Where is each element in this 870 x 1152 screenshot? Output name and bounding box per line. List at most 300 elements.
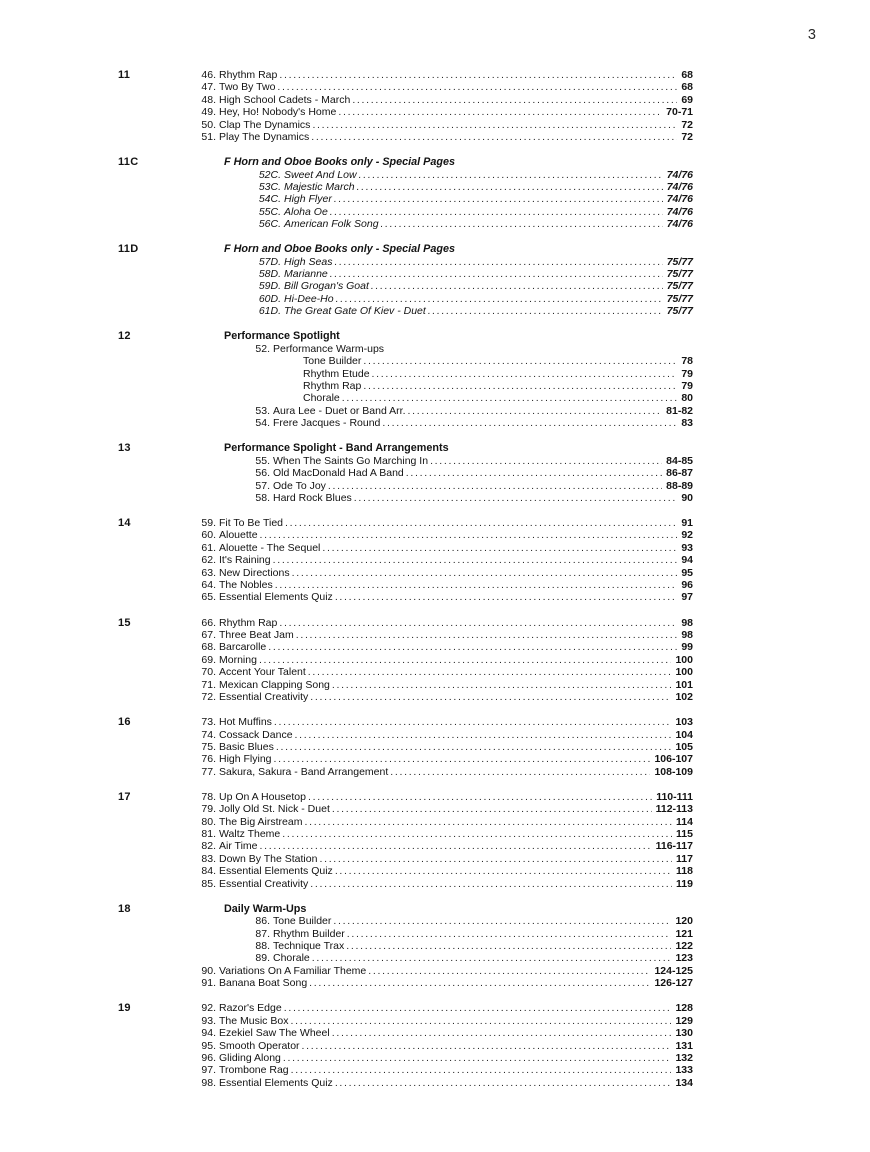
toc-entry bbox=[196, 293, 693, 305]
leader-dots bbox=[332, 679, 672, 691]
entry-page: 105 bbox=[675, 740, 693, 753]
leader-dots bbox=[302, 1040, 672, 1052]
toc-entry bbox=[196, 666, 693, 678]
leader-dots bbox=[311, 131, 677, 143]
entry-page: 117 bbox=[676, 852, 693, 865]
entry-page: 79 bbox=[681, 379, 693, 392]
leader-dots bbox=[346, 940, 671, 952]
entry-number: 61. bbox=[201, 541, 216, 554]
entry-title: Trombone Rag bbox=[219, 1064, 289, 1077]
entry-title: Sakura, Sakura - Band Arrangement bbox=[219, 765, 389, 778]
leader-dots bbox=[335, 591, 678, 603]
entry-number: 82. bbox=[201, 840, 216, 853]
entry-number: 73. bbox=[201, 716, 216, 729]
leader-dots bbox=[279, 617, 677, 629]
toc-entry bbox=[196, 1052, 693, 1064]
toc-entry bbox=[196, 131, 693, 143]
entry-page: 134 bbox=[675, 1076, 693, 1089]
leader-dots bbox=[296, 629, 678, 641]
toc-entry bbox=[196, 716, 693, 728]
entry-title: Waltz Theme bbox=[219, 828, 281, 841]
leader-dots bbox=[430, 455, 662, 467]
entry-page: 100 bbox=[675, 653, 693, 666]
entry-title: High Seas bbox=[284, 255, 333, 268]
leader-dots bbox=[319, 853, 672, 865]
entry-page: 81-82 bbox=[666, 404, 693, 417]
entry-number: 83. bbox=[201, 852, 216, 865]
entry-title: Ezekiel Saw The Wheel bbox=[219, 1027, 330, 1040]
entry-page: 108-109 bbox=[654, 765, 693, 778]
entry-number: 47. bbox=[201, 81, 216, 94]
toc-entry bbox=[196, 579, 693, 591]
entry-number: 61D. bbox=[258, 305, 281, 318]
entry-title: Play The Dynamics bbox=[219, 130, 310, 143]
leader-dots bbox=[371, 280, 663, 292]
unit-number: 12 bbox=[118, 330, 131, 343]
toc-entry bbox=[196, 280, 693, 292]
entry-title: The Nobles bbox=[219, 579, 273, 592]
entry-page: 103 bbox=[675, 716, 693, 729]
entry-number: 95. bbox=[201, 1039, 216, 1052]
entry-number: 58. bbox=[255, 491, 270, 504]
entry-number: 52C. bbox=[258, 168, 281, 181]
entry-number: 92. bbox=[201, 1002, 216, 1015]
entry-title: Jolly Old St. Nick - Duet bbox=[219, 803, 330, 816]
toc-entry bbox=[196, 1027, 693, 1039]
toc-entry bbox=[196, 1064, 693, 1076]
entry-title: Rhythm Builder bbox=[273, 927, 345, 940]
entry-title: Cossack Dance bbox=[219, 728, 293, 741]
leader-dots bbox=[283, 1052, 672, 1064]
toc-entry bbox=[196, 679, 693, 691]
entry-number: 77. bbox=[201, 765, 216, 778]
leader-dots bbox=[335, 1077, 672, 1089]
entry-number: 54C. bbox=[258, 193, 281, 206]
leader-dots bbox=[312, 119, 677, 131]
entry-number: 56C. bbox=[258, 218, 281, 231]
section-header: Daily Warm-Ups bbox=[224, 902, 307, 915]
entry-number: 86. bbox=[255, 915, 270, 928]
section-rows bbox=[196, 330, 693, 429]
leader-dots bbox=[312, 952, 672, 964]
entry-page: 75/77 bbox=[666, 292, 693, 305]
toc-entry bbox=[196, 392, 693, 404]
entry-title: Essential Elements Quiz bbox=[219, 1076, 333, 1089]
entry-page: 86-87 bbox=[666, 467, 693, 480]
entry-title: Basic Blues bbox=[219, 740, 274, 753]
unit-number: 11D bbox=[118, 243, 139, 256]
entry-page: 94 bbox=[681, 554, 693, 567]
entry-page: 72 bbox=[681, 130, 693, 143]
entry-page: 78 bbox=[681, 355, 693, 368]
entry-page: 124-125 bbox=[654, 964, 693, 977]
leader-dots bbox=[334, 193, 663, 205]
entry-number: 89. bbox=[255, 952, 270, 965]
entry-number: 72. bbox=[201, 690, 216, 703]
entry-number: 52. bbox=[255, 342, 270, 355]
entry-number: 69. bbox=[201, 653, 216, 666]
entry-title: Clap The Dynamics bbox=[219, 118, 311, 131]
toc-entry bbox=[196, 729, 693, 741]
leader-dots bbox=[285, 517, 677, 529]
entry-number: 49. bbox=[201, 106, 216, 119]
section-rows bbox=[196, 791, 693, 890]
unit-number: 17 bbox=[118, 790, 131, 803]
entry-page: 75/77 bbox=[666, 268, 693, 281]
entry-number: 96. bbox=[201, 1051, 216, 1064]
entry-page: 74/76 bbox=[666, 168, 693, 181]
toc-entry bbox=[196, 467, 693, 479]
unit-number: 11C bbox=[118, 156, 139, 169]
entry-title: Variations On A Familiar Theme bbox=[219, 964, 367, 977]
toc-entry bbox=[196, 529, 693, 541]
leader-dots bbox=[308, 791, 652, 803]
leader-dots bbox=[290, 1015, 671, 1027]
toc-section bbox=[118, 617, 693, 704]
toc-entry bbox=[196, 106, 693, 118]
unit-number: 15 bbox=[118, 616, 131, 629]
leader-dots bbox=[368, 965, 650, 977]
leader-dots bbox=[347, 928, 672, 940]
entry-title: High School Cadets - March bbox=[219, 93, 351, 106]
entry-title: It's Raining bbox=[219, 554, 271, 567]
leader-dots bbox=[310, 878, 672, 890]
toc-entry bbox=[196, 542, 693, 554]
unit-number: 19 bbox=[118, 1002, 131, 1015]
entry-title: Hi-Dee-Ho bbox=[284, 292, 334, 305]
entry-title: Marianne bbox=[284, 268, 328, 281]
entry-title: Mexican Clapping Song bbox=[219, 678, 330, 691]
entry-page: 118 bbox=[676, 865, 693, 878]
entry-number: 54. bbox=[255, 417, 270, 430]
entry-page: 68 bbox=[681, 69, 693, 81]
toc-entry bbox=[196, 193, 693, 205]
entry-page: 98 bbox=[681, 616, 693, 629]
entry-title: Essential Creativity bbox=[219, 877, 309, 890]
toc-entry bbox=[196, 455, 693, 467]
entry-page: 119 bbox=[676, 877, 693, 890]
toc-section bbox=[118, 156, 693, 230]
entry-number: 63. bbox=[201, 566, 216, 579]
entry-title: Sweet And Low bbox=[284, 168, 357, 181]
entry-page: 69 bbox=[681, 93, 693, 106]
toc-entry bbox=[196, 791, 693, 803]
entry-number: 81. bbox=[201, 828, 216, 841]
toc-entry bbox=[196, 417, 693, 429]
leader-dots bbox=[372, 368, 678, 380]
entry-title: Morning bbox=[219, 653, 257, 666]
entry-number: 74. bbox=[201, 728, 216, 741]
toc-section bbox=[118, 517, 693, 604]
entry-page: 102 bbox=[675, 690, 693, 703]
entry-number: 88. bbox=[255, 940, 270, 952]
entry-title: Aloha Oe bbox=[284, 205, 328, 218]
entry-number: 70. bbox=[201, 666, 216, 679]
toc-entry bbox=[196, 517, 693, 529]
leader-dots bbox=[428, 305, 663, 317]
entry-page: 100 bbox=[675, 666, 693, 679]
unit-number: 16 bbox=[118, 716, 131, 729]
section-rows bbox=[196, 69, 693, 143]
leader-dots bbox=[308, 666, 672, 678]
leader-dots bbox=[282, 828, 672, 840]
toc-entry bbox=[196, 915, 693, 927]
entry-number: 78. bbox=[201, 790, 216, 803]
entry-page: 106-107 bbox=[654, 753, 693, 766]
section-rows bbox=[196, 243, 693, 317]
entry-number: 55. bbox=[255, 454, 270, 467]
entry-title: Up On A Housetop bbox=[219, 790, 306, 803]
entry-number: 53C. bbox=[258, 180, 281, 193]
unit-number: 18 bbox=[118, 902, 131, 915]
toc-entry bbox=[196, 554, 693, 566]
toc-entry bbox=[196, 567, 693, 579]
toc-entry bbox=[196, 94, 693, 106]
entry-number: 59D. bbox=[258, 280, 281, 293]
entry-number: 97. bbox=[201, 1064, 216, 1077]
toc-entry bbox=[196, 405, 693, 417]
toc-entry bbox=[196, 654, 693, 666]
entry-title: Razor's Edge bbox=[219, 1002, 282, 1015]
toc-entry bbox=[196, 355, 693, 367]
leader-dots bbox=[363, 380, 677, 392]
entry-page: 114 bbox=[676, 815, 693, 828]
entry-title: Aura Lee - Duet or Band Arr. bbox=[273, 404, 406, 417]
toc-entry bbox=[196, 641, 693, 653]
table-of-contents bbox=[118, 69, 693, 1102]
leader-dots bbox=[322, 542, 677, 554]
toc-entry bbox=[196, 803, 693, 815]
entry-page: 133 bbox=[675, 1064, 693, 1077]
section-rows bbox=[196, 617, 693, 704]
leader-dots bbox=[260, 529, 678, 541]
entry-number: 84. bbox=[201, 865, 216, 878]
leader-dots bbox=[279, 69, 677, 81]
section-header: Performance Spotlight bbox=[224, 330, 340, 343]
toc-entry bbox=[196, 1077, 693, 1089]
entry-number: 56. bbox=[255, 467, 270, 480]
leader-dots bbox=[330, 268, 663, 280]
entry-number: 46. bbox=[201, 69, 216, 81]
entry-number: 58D. bbox=[258, 268, 281, 281]
entry-page: 126-127 bbox=[654, 977, 693, 990]
entry-page: 88-89 bbox=[666, 479, 693, 492]
toc-entry bbox=[196, 952, 693, 964]
leader-dots bbox=[295, 729, 672, 741]
toc-entry bbox=[196, 492, 693, 504]
toc-entry bbox=[196, 206, 693, 218]
entry-number: 65. bbox=[201, 591, 216, 604]
entry-title: Tone Builder bbox=[303, 355, 362, 368]
entry-title: When The Saints Go Marching In bbox=[273, 454, 429, 467]
leader-dots bbox=[332, 1027, 672, 1039]
entry-title: The Music Box bbox=[219, 1014, 289, 1027]
entry-page: 79 bbox=[681, 367, 693, 380]
entry-title: Accent Your Talent bbox=[219, 666, 306, 679]
entry-number: 91. bbox=[201, 977, 216, 990]
entry-number: 66. bbox=[201, 616, 216, 629]
section-rows bbox=[196, 517, 693, 604]
entry-title: Smooth Operator bbox=[219, 1039, 300, 1052]
toc-entry bbox=[196, 965, 693, 977]
entry-title: Hard Rock Blues bbox=[273, 491, 352, 504]
toc-entry bbox=[196, 1002, 693, 1014]
toc-entry bbox=[196, 591, 693, 603]
entry-title: Tone Builder bbox=[273, 915, 332, 928]
entry-page: 75/77 bbox=[666, 305, 693, 318]
leader-dots bbox=[338, 106, 662, 118]
unit-number: 11 bbox=[118, 69, 131, 81]
leader-dots bbox=[274, 753, 651, 765]
toc-entry bbox=[196, 977, 693, 989]
toc-entry bbox=[196, 865, 693, 877]
leader-dots bbox=[352, 94, 677, 106]
entry-page: 74/76 bbox=[666, 205, 693, 218]
entry-page: 110-111 bbox=[656, 790, 693, 803]
entry-page: 132 bbox=[675, 1051, 693, 1064]
entry-title: The Great Gate Of Kiev - Duet bbox=[284, 305, 426, 318]
entry-number: 93. bbox=[201, 1014, 216, 1027]
entry-page: 93 bbox=[681, 541, 693, 554]
toc-section bbox=[118, 716, 693, 778]
entry-page: 96 bbox=[681, 579, 693, 592]
leader-dots bbox=[382, 417, 677, 429]
toc-section bbox=[118, 243, 693, 317]
toc-entry bbox=[196, 928, 693, 940]
entry-title: Gliding Along bbox=[219, 1051, 281, 1064]
entry-number: 64. bbox=[201, 579, 216, 592]
entry-page: 115 bbox=[676, 828, 693, 841]
toc-entry bbox=[196, 828, 693, 840]
leader-dots bbox=[275, 579, 678, 591]
entry-number: 94. bbox=[201, 1027, 216, 1040]
entry-page: 120 bbox=[675, 915, 693, 928]
entry-page: 95 bbox=[681, 566, 693, 579]
entry-title: Essential Elements Quiz bbox=[219, 591, 333, 604]
leader-dots bbox=[304, 816, 672, 828]
toc-section bbox=[118, 903, 693, 990]
entry-title: High Flyer bbox=[284, 193, 332, 206]
entry-number: 87. bbox=[255, 927, 270, 940]
entry-page: 84-85 bbox=[666, 454, 693, 467]
toc-entry bbox=[196, 940, 693, 952]
leader-dots bbox=[259, 654, 672, 666]
entry-number: 57. bbox=[255, 479, 270, 492]
toc-entry bbox=[196, 840, 693, 852]
leader-dots bbox=[273, 554, 678, 566]
unit-number: 13 bbox=[118, 442, 131, 455]
entry-number: 75. bbox=[201, 740, 216, 753]
entry-title: Essential Creativity bbox=[219, 690, 309, 703]
toc-entry bbox=[196, 119, 693, 131]
entry-title: High Flying bbox=[219, 753, 272, 766]
entry-number: 68. bbox=[201, 641, 216, 654]
entry-title: Alouette - The Sequel bbox=[219, 541, 321, 554]
entry-number: 48. bbox=[201, 93, 216, 106]
entry-title: Bill Grogan's Goat bbox=[284, 280, 369, 293]
entry-title: Chorale bbox=[273, 952, 310, 965]
leader-dots bbox=[363, 355, 677, 367]
entry-title: Rhythm Rap bbox=[219, 69, 278, 81]
entry-page: 75/77 bbox=[666, 280, 693, 293]
section-rows bbox=[196, 716, 693, 778]
entry-page: 123 bbox=[675, 952, 693, 965]
entry-page: 83 bbox=[681, 417, 693, 430]
leader-dots bbox=[359, 169, 663, 181]
entry-title: Chorale bbox=[303, 392, 340, 405]
entry-title: Banana Boat Song bbox=[219, 977, 308, 990]
leader-dots bbox=[284, 1002, 672, 1014]
section-header: Performance Spolight - Band Arrangements bbox=[224, 442, 449, 455]
entry-title: Old MacDonald Had A Band bbox=[273, 467, 404, 480]
entry-page: 91 bbox=[681, 517, 693, 530]
entry-title: The Big Airstream bbox=[219, 815, 303, 828]
entry-page: 72 bbox=[681, 118, 693, 131]
entry-title: Barcarolle bbox=[219, 641, 267, 654]
entry-page: 101 bbox=[675, 678, 693, 691]
entry-page: 122 bbox=[675, 940, 693, 952]
entry-title: Majestic March bbox=[284, 180, 355, 193]
entry-number: 59. bbox=[201, 517, 216, 530]
entry-number: 60. bbox=[201, 529, 216, 542]
entry-page: 74/76 bbox=[666, 180, 693, 193]
toc-entry bbox=[196, 256, 693, 268]
entry-title: Air Time bbox=[219, 840, 258, 853]
toc-section bbox=[118, 330, 693, 429]
leader-dots bbox=[268, 641, 677, 653]
section-rows bbox=[196, 156, 693, 230]
entry-title: Alouette bbox=[219, 529, 258, 542]
entry-page: 99 bbox=[681, 641, 693, 654]
entry-page: 70-71 bbox=[666, 106, 693, 119]
leader-dots bbox=[276, 741, 672, 753]
toc-section bbox=[118, 442, 693, 504]
entry-page: 129 bbox=[675, 1014, 693, 1027]
leader-dots bbox=[292, 567, 678, 579]
toc-entry bbox=[196, 368, 693, 380]
leader-dots bbox=[274, 716, 672, 728]
entry-title: Frere Jacques - Round bbox=[273, 417, 381, 430]
entry-page: 97 bbox=[681, 591, 693, 604]
toc-section bbox=[118, 69, 693, 143]
toc-entry bbox=[196, 816, 693, 828]
entry-page: 98 bbox=[681, 629, 693, 642]
toc-entry bbox=[196, 169, 693, 181]
leader-dots bbox=[330, 206, 663, 218]
entry-number: 51. bbox=[201, 130, 216, 143]
page-number: 3 bbox=[807, 27, 816, 43]
leader-dots bbox=[336, 293, 663, 305]
entry-title: Hey, Ho! Nobody's Home bbox=[219, 106, 337, 119]
entry-number: 55C. bbox=[258, 205, 281, 218]
leader-dots bbox=[354, 492, 678, 504]
leader-dots bbox=[332, 803, 652, 815]
leader-dots bbox=[390, 766, 650, 778]
entry-page: 121 bbox=[675, 927, 693, 940]
entry-number: 53. bbox=[255, 404, 270, 417]
leader-dots bbox=[406, 467, 662, 479]
entry-page: 104 bbox=[675, 728, 693, 741]
entry-title: Rhythm Etude bbox=[303, 367, 370, 380]
toc-entry bbox=[196, 741, 693, 753]
entry-title: Rhythm Rap bbox=[219, 616, 278, 629]
leader-dots bbox=[310, 691, 671, 703]
leader-dots bbox=[357, 181, 663, 193]
toc-entry bbox=[196, 69, 693, 81]
entry-title: American Folk Song bbox=[284, 218, 379, 231]
leader-dots bbox=[291, 1064, 672, 1076]
entry-number: 62. bbox=[201, 554, 216, 567]
